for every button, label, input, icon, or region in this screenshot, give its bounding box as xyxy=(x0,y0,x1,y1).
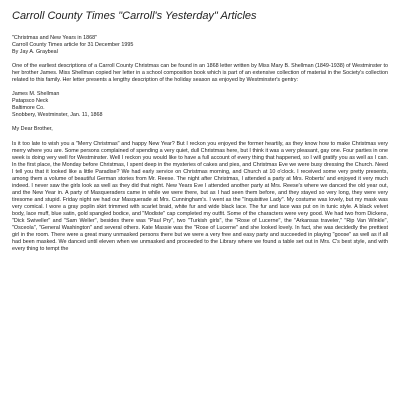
intro-paragraph: One of the earliest descriptions of a Carroll County Christmas can be found in an 1868 letter written by Miss Mary B. Shellman (1849-1938) of Westminster to her brother James. Miss Shellman copied her letter in a school composition book which is part of an extensive collection of material in the Society's collection related to this family. Her letter presents a lengthy description of the holiday season as enjoyed by Westminster's gentry: xyxy=(12,63,388,83)
letter-address xyxy=(12,91,388,119)
address-line: Snobbery, Westminster, Jan. 11, 1868 xyxy=(12,112,103,118)
citation-line: Carroll County Times article for 31 December 1995 xyxy=(12,42,134,48)
address-line: Patapsco Neck xyxy=(12,98,49,104)
letter-salutation: My Dear Brother, xyxy=(12,126,53,132)
citation-line: "Christmas and New Years in 1868" xyxy=(12,35,98,41)
address-line: James M. Shellman xyxy=(12,91,60,97)
citation-line: By Jay A. Graybeal xyxy=(12,49,58,55)
letter-body: Is it too late to wish you a "Merry Christmas" and happy New Year? But I reckon you enjoyed the former heartily, as they know how to make Christmas very merry where you are. Some persons complained of spending a very quiet, dull Christmas here, but I think it was a very pleasant, gay one. Four parties in one week is doing very well for Westminster. Well I reckon you would like to have a full account of every thing that happened, so I will gratify you as well as I can. In the first place, the Monday before Christmas, I spent deep in the mysteries of cakes and pies, and Christmas Eve we were busy dressing the Church. Need I tell you that it looked like a little Paradise? We had early service on Christmas morning, and Church at 10 o'clock. I received some very pretty presents, among them a volume of beautiful German stories from Mr. Reese. The night after Christmas, I attended a party at Mrs. Roberts' and enjoyed it very much indeed. I never saw the girls look as well as they did that night. New Years Eve I attended another party at Mrs. Reese's where we danced the old year out, and the New Year in. A party of Masqueraders came in while we were there, but as I had seen them before, and they stayed so very long, they were very tiresome and stupid. Friday night we had our Masquerade at Mrs. Cunningham's. I went as the "Inquisitive Lady". My costume was lovely, but my mask was very comical. I wore a gray poplin skirt trimmed with scarlet braid, white fur and wide black lace. The fur and lace was put on in tunic style. A black velvet body, lace muff, blue satin, gold spangled bodice, and "Modiste" cap completed my outfit. Some of the characters were very good. We had two from Dickens, "Dick Swiveller" and "Sam Weller", besides there was "Paul Pry", two "Turkish girls", the "Rose of Lucerne", the "Arkansas traveler," "Rip Van Winkle", "Osceola", "General Washington" and several others. Kate Massie was the "Rose of Lucerne" and she looked lovely. In fact, she was decidedly the prettiest girl in the room. There were a great many unmasked persons there but we were a very free and easy party and succeeded in playing "goose" as well as if all had been masked. We danced until eleven when we unmasked and proceeded to the Library where we found a table set out in Mrs. C's best style, and with every thing to tempt the xyxy=(12,141,388,252)
article-citation xyxy=(12,35,388,56)
address-line: Baltimore Co. xyxy=(12,105,45,111)
page-title: Carroll County Times "Carroll's Yesterday" Articles xyxy=(12,10,257,22)
